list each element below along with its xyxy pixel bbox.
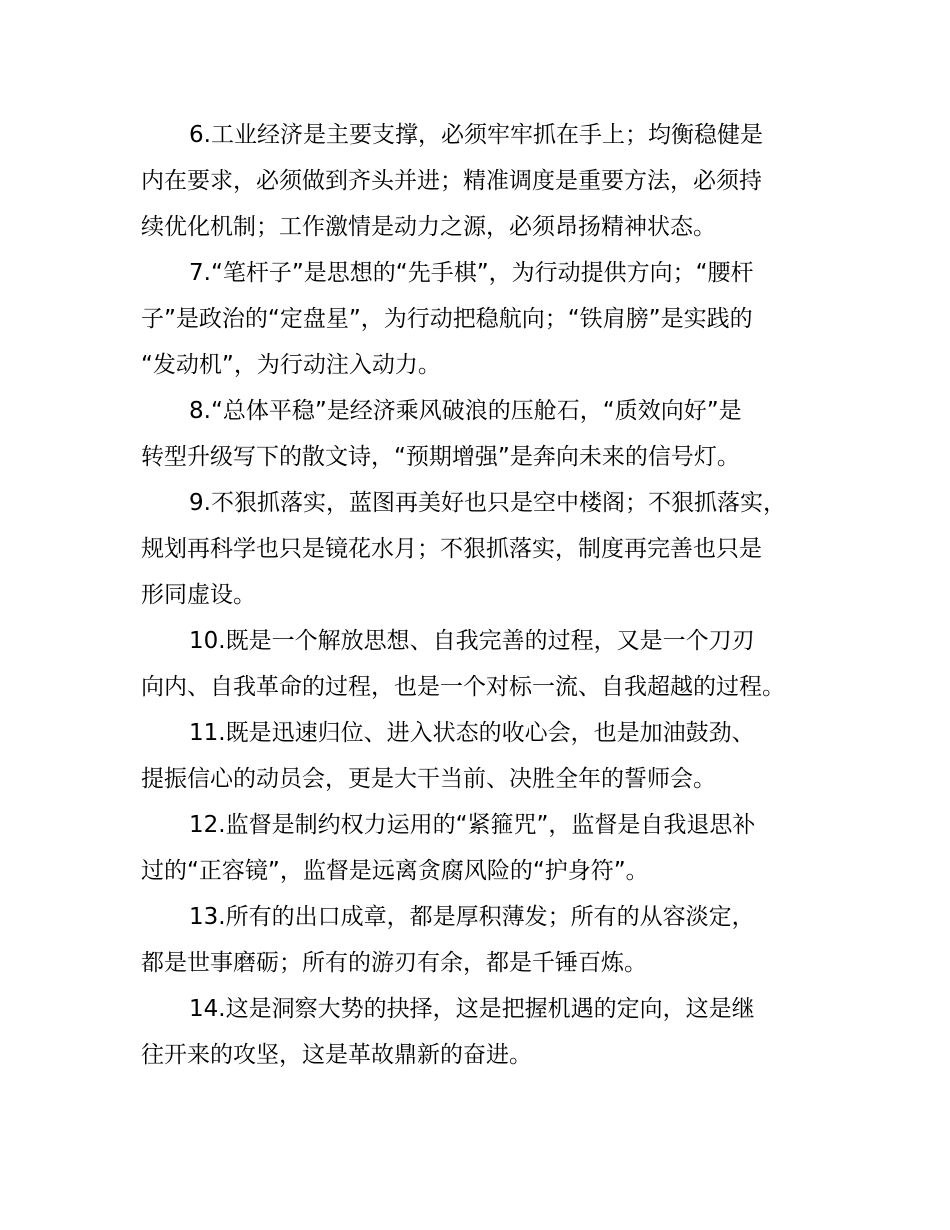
paragraph-10 — [141, 618, 831, 710]
paragraph-7 — [141, 250, 831, 388]
paragraph-line: 12.监督是制约权力运用的“紧箍咒”，监督是自我退思补 — [189, 812, 756, 838]
paragraph-line: 形同虚设。 — [141, 582, 256, 608]
paragraph-13 — [141, 894, 831, 986]
paragraph-line: 都是世事磨砺；所有的游刃有余，都是千锤百炼。 — [141, 950, 647, 976]
paragraph-line: 向内、自我革命的过程，也是一个对标一流、自我超越的过程。 — [141, 674, 785, 700]
paragraph-line: 内在要求，必须做到齐头并进；精准调度是重要方法，必须持 — [141, 168, 762, 194]
document-body — [141, 112, 831, 1078]
paragraph-line: 7.“笔杆子”是思想的“先手棋”，为行动提供方向；“腰杆 — [189, 260, 754, 286]
paragraph-line: 14.这是洞察大势的抉择，这是把握机遇的定向，这是继 — [189, 996, 755, 1022]
paragraph-line: 11.既是迅速归位、进入状态的收心会，也是加油鼓劲、 — [189, 720, 755, 746]
paragraph-line: 8.“总体平稳”是经济乘风破浪的压舱石，“质效向好”是 — [189, 398, 742, 424]
paragraph-line: 6.工业经济是主要支撑，必须牢牢抓在手上；均衡稳健是 — [189, 122, 763, 148]
paragraph-6 — [141, 112, 831, 250]
paragraph-line: 续优化机制；工作激情是动力之源，必须昂扬精神状态。 — [141, 214, 716, 240]
paragraph-line: 提振信心的动员会，更是大干当前、决胜全年的誓师会。 — [141, 766, 716, 792]
paragraph-line: 转型升级写下的散文诗，“预期增强”是奔向未来的信号灯。 — [141, 444, 740, 470]
paragraph-9 — [141, 480, 831, 618]
paragraph-line: 10.既是一个解放思想、自我完善的过程，又是一个刀刃 — [189, 628, 755, 654]
paragraph-12 — [141, 802, 831, 894]
paragraph-line: 往开来的攻坚，这是革故鼎新的奋进。 — [141, 1042, 532, 1068]
paragraph-line: “发动机”，为行动注入动力。 — [141, 352, 441, 378]
paragraph-line: 13.所有的出口成章，都是厚积薄发；所有的从容淡定， — [189, 904, 755, 930]
paragraph-14 — [141, 986, 831, 1078]
paragraph-line: 过的“正容镜”，监督是远离贪腐风险的“护身符”。 — [141, 858, 649, 884]
paragraph-line: 9.不狠抓落实，蓝图再美好也只是空中楼阁；不狠抓落实， — [189, 490, 786, 516]
paragraph-11 — [141, 710, 831, 802]
paragraph-8 — [141, 388, 831, 480]
paragraph-line: 规划再科学也只是镜花水月；不狠抓落实，制度再完善也只是 — [141, 536, 762, 562]
paragraph-line: 子”是政治的“定盘星”，为行动把稳航向；“铁肩膀”是实践的 — [141, 306, 753, 332]
